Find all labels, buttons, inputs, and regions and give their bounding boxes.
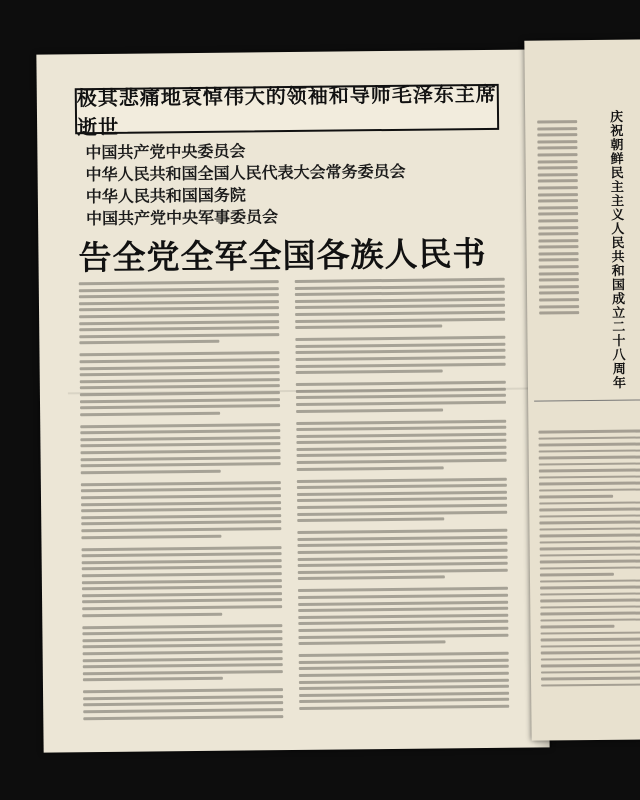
body-text-line	[297, 491, 507, 496]
body-text-line	[539, 292, 579, 295]
body-text-line	[540, 611, 640, 615]
body-text-line	[81, 494, 281, 499]
body-text-line	[297, 536, 507, 541]
body-text-line	[540, 605, 640, 609]
body-text-line	[541, 637, 640, 641]
body-text-line	[80, 423, 280, 428]
body-text-line	[298, 614, 508, 619]
body-text-line	[81, 527, 281, 532]
body-text-line	[537, 120, 577, 123]
body-text-line	[540, 592, 640, 596]
body-text-line	[82, 598, 282, 603]
body-text-line	[296, 394, 506, 399]
body-text-line	[540, 559, 640, 563]
body-text-line	[79, 300, 279, 305]
body-text-line	[297, 466, 444, 471]
body-text-line	[295, 336, 505, 341]
body-text-line	[83, 708, 283, 713]
body-text-line	[539, 298, 579, 301]
body-text-line	[540, 625, 614, 628]
body-text-line	[82, 624, 282, 629]
body-text-line	[297, 510, 507, 515]
body-text-line	[299, 641, 446, 646]
body-text-line	[82, 612, 222, 616]
body-text-line	[539, 311, 579, 314]
body-text-line	[82, 605, 282, 610]
body-text-line	[81, 534, 221, 538]
body-text-line	[299, 665, 509, 670]
body-text-line	[541, 657, 640, 661]
body-text-line	[82, 552, 282, 557]
newspaper-right-page	[524, 39, 640, 740]
body-text-line	[80, 378, 280, 383]
organization-line: 中国共产党中央委员会	[85, 141, 246, 163]
body-text-line	[296, 408, 443, 413]
body-text-line	[83, 688, 283, 693]
body-text-line	[80, 371, 280, 376]
body-text-line	[298, 627, 508, 632]
body-text-line	[299, 685, 509, 690]
body-text-line	[538, 436, 640, 440]
body-text-line	[298, 569, 508, 574]
body-text-line	[296, 401, 506, 406]
body-text-line	[296, 426, 506, 431]
body-text-line	[83, 702, 283, 707]
body-text-line	[298, 562, 508, 567]
body-text-line	[539, 468, 640, 472]
body-text-line	[299, 652, 509, 657]
body-text-line	[538, 206, 578, 209]
body-text-line	[82, 630, 282, 635]
body-text-line	[540, 533, 640, 537]
body-text-line	[297, 518, 444, 523]
body-text-line	[295, 343, 505, 348]
body-text-line	[83, 657, 283, 662]
body-text-line	[538, 199, 578, 202]
body-text-line	[296, 446, 506, 451]
body-text-line	[82, 637, 282, 642]
body-text-line	[80, 411, 220, 415]
body-text-line	[298, 587, 508, 592]
article-column-right	[295, 278, 510, 714]
body-text-line	[79, 293, 279, 298]
body-text-line	[539, 501, 640, 505]
body-text-line	[295, 284, 505, 289]
body-text-line	[296, 432, 506, 437]
body-text-line	[297, 484, 507, 489]
body-text-line	[296, 356, 506, 361]
body-text-line	[539, 285, 579, 288]
body-text-line	[296, 362, 506, 367]
body-text-line	[299, 691, 509, 696]
body-text-line	[539, 305, 579, 308]
organization-line: 中国共产党中央军事委员会	[85, 207, 279, 229]
body-text-line	[299, 658, 509, 663]
body-text-line	[537, 147, 577, 150]
body-text-line	[297, 504, 507, 509]
body-text-line	[540, 540, 640, 544]
body-text-line	[539, 514, 640, 518]
body-text-line	[539, 520, 640, 524]
body-text-line	[539, 495, 613, 498]
body-text-line	[538, 219, 578, 222]
body-text-line	[295, 291, 505, 296]
body-text-line	[297, 459, 507, 464]
body-text-line	[298, 594, 508, 599]
body-text-line	[298, 549, 508, 554]
body-text-line	[538, 245, 578, 248]
organization-line: 中华人民共和国全国人民代表大会常务委员会	[85, 161, 406, 185]
body-text-line	[82, 579, 282, 584]
body-text-line	[80, 404, 280, 409]
body-text-line	[82, 585, 282, 590]
right-page-rule	[534, 399, 640, 401]
body-text-line	[540, 573, 614, 576]
body-text-line	[295, 311, 505, 316]
body-text-line	[79, 313, 279, 318]
body-text-line	[541, 650, 640, 654]
body-text-line	[80, 384, 280, 389]
body-text-line	[538, 173, 578, 176]
body-text-line	[539, 259, 579, 262]
body-text-line	[295, 325, 442, 330]
body-text-line	[81, 481, 281, 486]
body-text-line	[541, 676, 640, 680]
body-text-line	[297, 497, 507, 502]
body-text-line	[298, 576, 445, 581]
body-text-line	[83, 695, 283, 700]
body-text-line	[80, 365, 280, 370]
body-text-line	[296, 370, 443, 375]
body-text-line	[83, 715, 283, 720]
body-text-line	[538, 239, 578, 242]
body-text-line	[82, 592, 282, 597]
body-text-line	[83, 677, 223, 681]
body-text-line	[539, 481, 640, 485]
body-text-line	[295, 278, 505, 283]
body-text-line	[299, 678, 509, 683]
body-text-line	[296, 381, 506, 386]
body-text-line	[539, 272, 579, 275]
body-text-line	[538, 212, 578, 215]
body-text-line	[80, 443, 280, 448]
right-page-headline: 庆祝朝鲜民主主义人民共和国成立二十八周年	[607, 109, 625, 390]
main-title: 告全党全军全国各族人民书	[78, 233, 487, 278]
organization-list	[85, 138, 486, 230]
body-text-line	[295, 317, 505, 322]
body-text-line	[297, 477, 507, 482]
body-text-line	[538, 186, 578, 189]
body-text-line	[299, 698, 509, 703]
body-text-line	[539, 488, 640, 492]
body-text-line	[541, 683, 640, 687]
body-text-line	[81, 470, 221, 474]
body-text-line	[295, 349, 505, 354]
body-text-line	[539, 527, 640, 531]
body-text-line	[82, 566, 282, 571]
body-text-line	[298, 633, 508, 638]
body-text-line	[81, 514, 281, 519]
body-text-line	[79, 340, 219, 344]
body-text-line	[80, 398, 280, 403]
body-text-line	[295, 304, 505, 309]
body-text-line	[539, 265, 579, 268]
body-text-line	[80, 436, 280, 441]
body-text-line	[541, 663, 640, 667]
right-page-text-block	[538, 429, 640, 690]
body-text-line	[540, 618, 640, 622]
body-text-line	[540, 579, 640, 583]
body-text-line	[79, 287, 279, 292]
body-text-line	[540, 566, 640, 570]
body-text-line	[79, 280, 279, 285]
organization-line: 中华人民共和国国务院	[85, 185, 246, 207]
body-text-line	[82, 572, 282, 577]
body-text-line	[83, 663, 283, 668]
body-text-line	[537, 140, 577, 143]
body-text-line	[538, 166, 578, 169]
body-text-line	[541, 644, 640, 648]
body-text-line	[540, 553, 640, 557]
body-text-line	[83, 643, 283, 648]
body-text-line	[540, 585, 640, 589]
body-text-line	[81, 501, 281, 506]
body-text-line	[537, 133, 577, 136]
body-text-line	[298, 542, 508, 547]
body-text-line	[297, 529, 507, 534]
article-column-left	[79, 280, 284, 723]
body-text-line	[295, 298, 505, 303]
body-text-line	[296, 439, 506, 444]
body-text-line	[298, 607, 508, 612]
body-text-line	[298, 600, 508, 605]
body-text-line	[79, 351, 279, 356]
body-text-line	[82, 546, 282, 551]
body-text-line	[541, 631, 640, 635]
body-text-line	[79, 333, 279, 338]
body-text-line	[538, 179, 578, 182]
body-text-line	[539, 252, 579, 255]
body-text-line	[81, 488, 281, 493]
body-text-line	[79, 307, 279, 312]
body-text-line	[81, 449, 281, 454]
body-text-line	[541, 670, 640, 674]
body-text-line	[539, 442, 640, 446]
body-text-line	[82, 559, 282, 564]
body-text-line	[79, 326, 279, 331]
body-text-line	[538, 226, 578, 229]
body-text-line	[299, 705, 509, 710]
right-page-vertical-text	[537, 120, 579, 318]
body-text-line	[537, 127, 577, 130]
body-text-line	[297, 452, 507, 457]
body-text-line	[81, 521, 281, 526]
body-text-line	[81, 462, 281, 467]
body-text-line	[81, 507, 281, 512]
body-text-line	[299, 672, 509, 677]
body-text-line	[298, 555, 508, 560]
body-text-line	[540, 546, 640, 550]
body-text-line	[538, 193, 578, 196]
body-text-line	[83, 670, 283, 675]
body-text-line	[81, 456, 281, 461]
body-text-line	[298, 620, 508, 625]
body-text-line	[539, 449, 640, 453]
body-text-line	[540, 598, 640, 602]
headline: 极其悲痛地哀悼伟大的领袖和导师毛泽东主席逝世	[76, 81, 497, 140]
body-text-line	[539, 475, 640, 479]
body-text-line	[296, 387, 506, 392]
body-text-line	[80, 358, 280, 363]
headline-box	[75, 81, 499, 140]
body-text-line	[296, 419, 506, 424]
body-text-line	[79, 320, 279, 325]
body-text-line	[538, 153, 578, 156]
body-text-line	[539, 278, 579, 281]
body-text-line	[538, 429, 640, 433]
body-text-line	[539, 507, 640, 511]
body-text-line	[538, 232, 578, 235]
body-text-line	[539, 455, 640, 459]
body-text-line	[538, 160, 578, 163]
body-text-line	[80, 391, 280, 396]
body-text-line	[80, 429, 280, 434]
body-text-line	[539, 462, 640, 466]
newspaper-left-page	[36, 49, 549, 752]
body-text-line	[83, 650, 283, 655]
